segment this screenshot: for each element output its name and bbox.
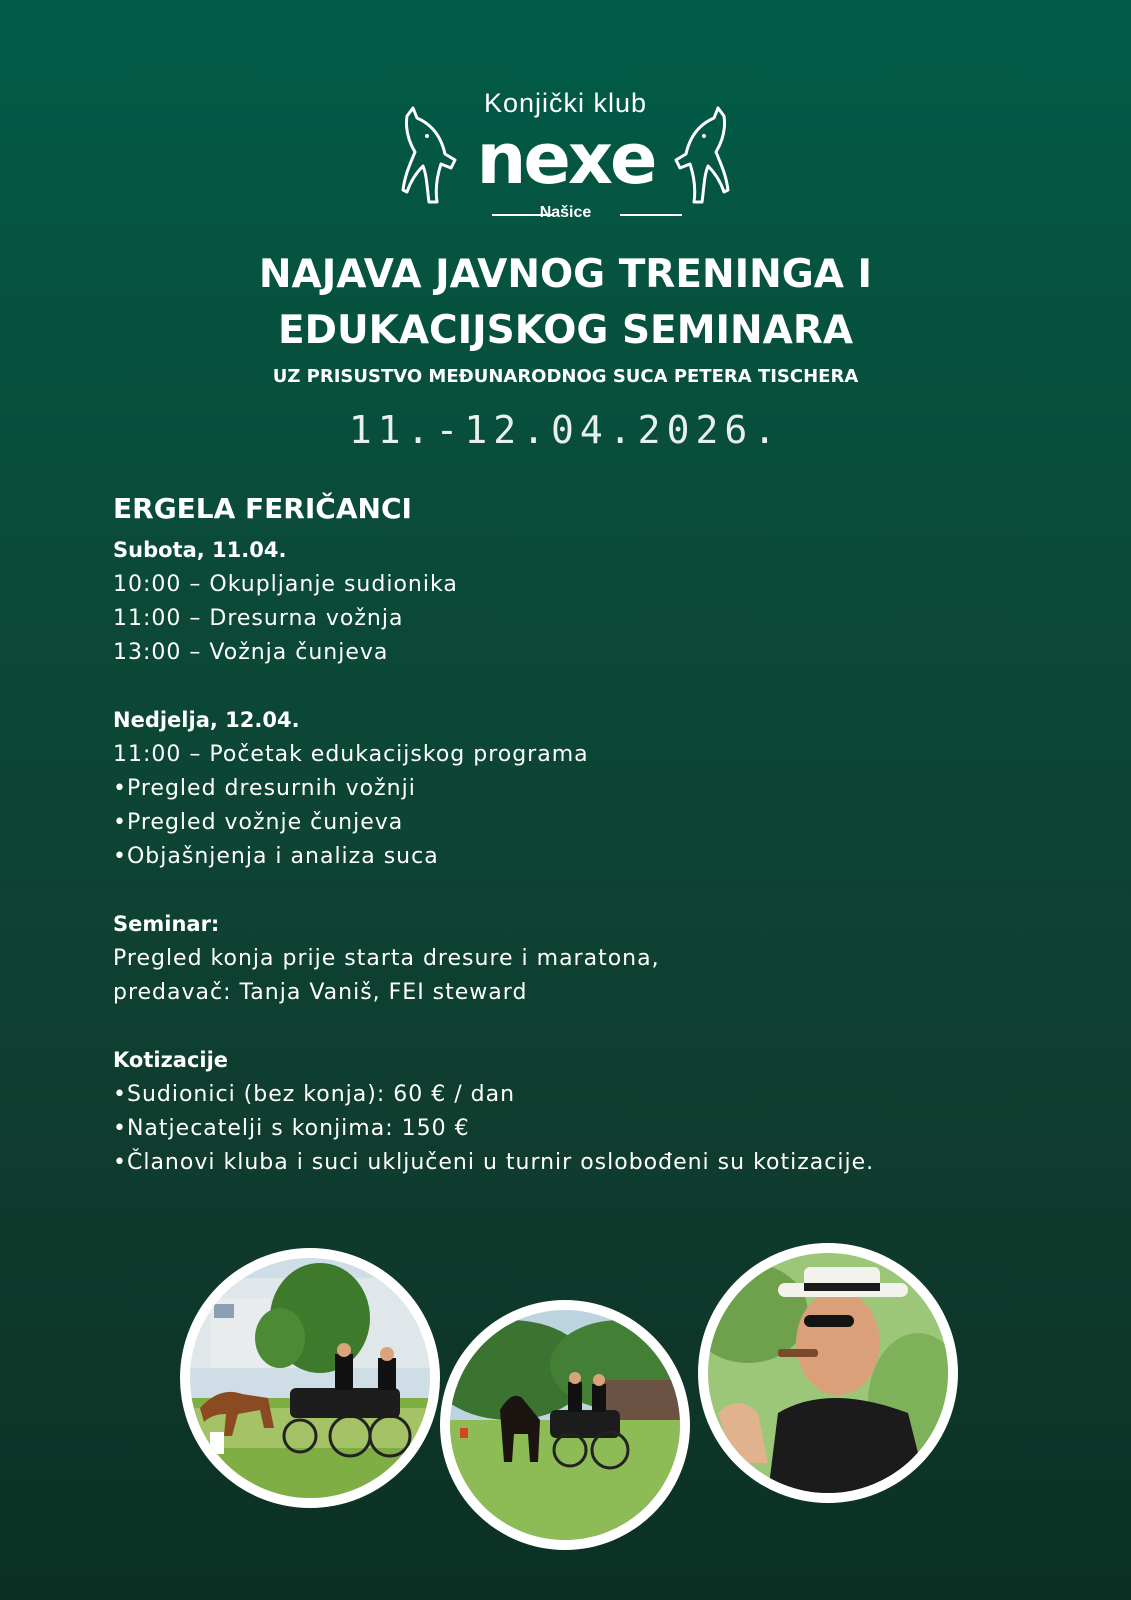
sunday-item: •Objašnjenja i analiza suca — [113, 844, 439, 869]
logo-divider-right — [620, 214, 682, 216]
logo-city: Našice — [539, 204, 592, 221]
club-logo — [0, 88, 1131, 228]
seminar-item: predavač: Tanja Vaniš, FEI steward — [113, 980, 528, 1005]
saturday-item: 13:00 – Vožnja čunjeva — [113, 640, 389, 665]
photo-carriage-pair — [180, 1248, 440, 1508]
logo-title: Konjički klub — [483, 88, 648, 118]
headline-line-1: NAJAVA JAVNOG TRENINGA I — [258, 252, 873, 297]
headline-subline: UZ PRISUSTVO MEĐUNARODNOG SUCA PETERA TISCHERA — [272, 366, 859, 387]
venue-title: ERGELA FERIČANCI — [113, 492, 412, 525]
photo-carriage-black-horse — [440, 1300, 690, 1550]
saturday-title: Subota, 11.04. — [113, 538, 287, 562]
fees-title: Kotizacije — [113, 1048, 229, 1072]
logo-brand: nexe — [476, 118, 655, 200]
sunday-title: Nedjelja, 12.04. — [113, 708, 300, 732]
event-date: 11.-12.04.2026. — [348, 408, 783, 452]
photo-judge-portrait — [698, 1243, 958, 1503]
sunday-item: 11:00 – Početak edukacijskog programa — [113, 742, 589, 767]
saturday-item: 11:00 – Dresurna vožnja — [113, 606, 404, 631]
seminar-item: Pregled konja prije starta dresure i maratona, — [113, 946, 660, 971]
fees-item: •Sudionici (bez konja): 60 € / dan — [113, 1082, 516, 1107]
seminar-title: Seminar: — [113, 912, 220, 936]
headline-line-2: EDUKACIJSKOG SEMINARA — [277, 308, 854, 353]
sunday-item: •Pregled dresurnih vožnji — [113, 776, 416, 801]
saturday-item: 10:00 – Okupljanje sudionika — [113, 572, 458, 597]
fees-item: •Natjecatelji s konjima: 150 € — [113, 1116, 470, 1141]
sunday-item: •Pregled vožnje čunjeva — [113, 810, 404, 835]
fees-item: •Članovi kluba i suci uključeni u turnir oslobođeni su kotizacije. — [113, 1150, 875, 1175]
